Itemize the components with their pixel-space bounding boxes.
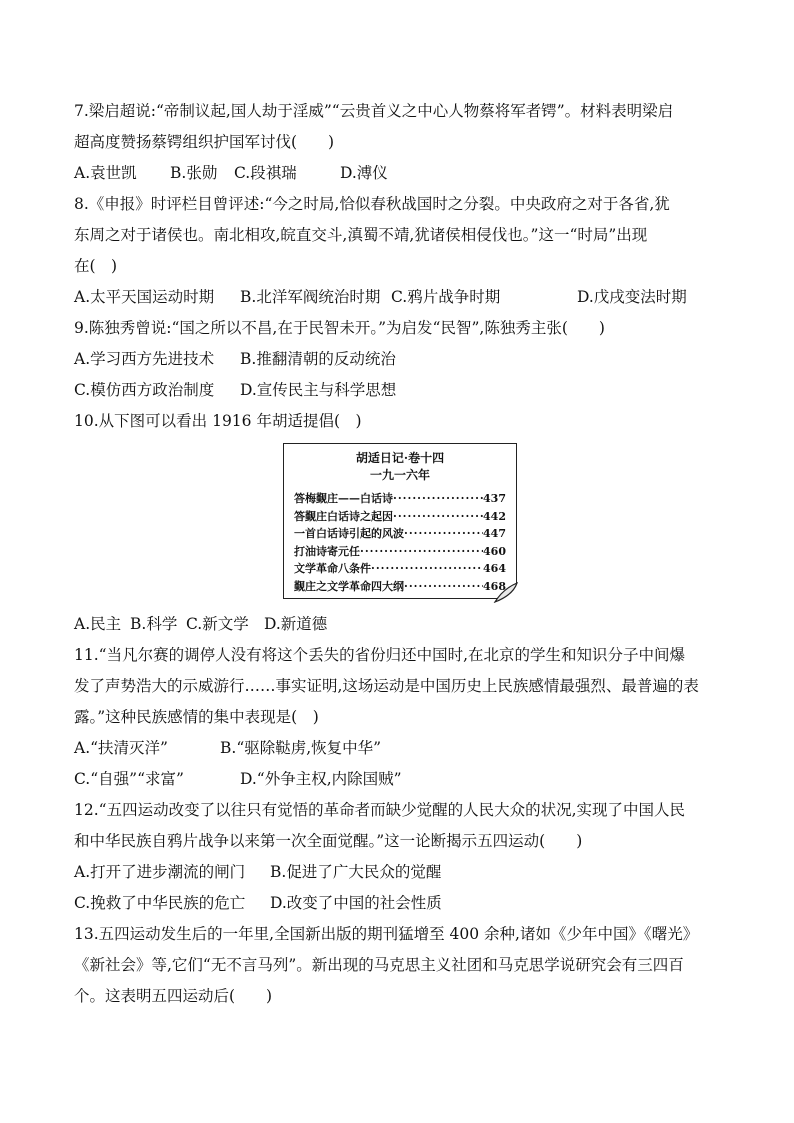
q11-option-c: C.“自强”“求富” [74, 770, 184, 788]
q8-stem-line2: 东周之对于诸侯也。南北相攻,皖直交斗,滇蜀不靖,犹诸侯相侵伐也。”这一“时局”出现 [74, 226, 648, 244]
q12-options-row1 [74, 857, 724, 888]
q10-options [74, 609, 724, 640]
q8-stem-line3: 在( ) [74, 257, 118, 275]
q9-option-c: C.模仿西方政治制度 [74, 381, 215, 399]
q11-option-d: D.“外争主权,内除国贼” [240, 770, 402, 788]
q9-option-b: B.推翻清朝的反动统治 [240, 350, 396, 368]
hu-shi-diary-figure [283, 443, 519, 603]
diary-entry: 一首白话诗引起的风波 ····· 447 [294, 525, 506, 543]
q10-option-a: A.民主 [74, 615, 122, 633]
q11-option-a: A.“扶清灭洋” [74, 739, 168, 757]
q8-stem-line1: 8.《申报》时评栏目曾评述:“今之时局,恰似春秋战国时之分裂。中央政府之对于各省,犹 [74, 195, 670, 213]
diary-entry: 答觐庄白话诗之起因 ····· 442 [294, 508, 506, 526]
q9-options-row2 [74, 375, 724, 406]
q8-option-b: B.北洋军阀统治时期 [240, 288, 381, 306]
q7-option-c: C.段祺瑞 [234, 164, 297, 182]
diary-year: 一九一六年 [369, 468, 430, 482]
diary-title: 胡适日记·卷十四 [355, 451, 445, 465]
q11-stem-line2: 发了声势浩大的示威游行……事实证明,这场运动是中国历史上民族感情最强烈、最普遍的表 [74, 677, 699, 695]
q7-option-d: D.溥仪 [340, 164, 388, 182]
page-curl-icon [493, 581, 519, 603]
diary-entry: 打油诗寄元任 ····· 460 [294, 543, 506, 561]
q10-option-b: B.科学 [130, 615, 178, 633]
q7-stem-line2: 超高度赞扬蔡锷组织护国军讨伐( ) [74, 133, 335, 151]
q7-option-a: A.袁世凯 [74, 164, 137, 182]
q9-option-a: A.学习西方先进技术 [74, 350, 215, 368]
diary-entry: 答梅觐庄——白话诗 ····· 437 [294, 490, 506, 508]
q7-option-b: B.张勋 [170, 164, 218, 182]
diary-entry: 觐庄之文学革命四大纲 ····· 468 [294, 578, 506, 596]
exam-page [74, 96, 724, 1012]
diary-contents-card [283, 443, 517, 599]
q10-option-c: C.新文学 [186, 615, 249, 633]
q12-stem-line1: 12.“五四运动改变了以往只有觉悟的革命者而缺少觉醒的人民大众的状况,实现了中国人民 [74, 801, 686, 819]
q8-option-c: C.鸦片战争时期 [391, 288, 501, 306]
q12-stem-line2: 和中华民族自鸦片战争以来第一次全面觉醒。”这一论断揭示五四运动( ) [74, 832, 583, 850]
q13-stem-line2: 《新社会》等,它们“无不言马列”。新出现的马克思主义社团和马克思学说研究会有三四百 [74, 956, 684, 974]
q7-options [74, 158, 724, 189]
q12-option-a: A.打开了进步潮流的闸门 [74, 863, 246, 881]
q7-stem-line1: 7.梁启超说:“帝制议起,国人劫于淫威”“云贵首义之中心人物蔡将军者锷”。材料表明梁启 [74, 102, 674, 120]
q9-options-row1 [74, 344, 724, 375]
q9-stem-line1: 9.陈独秀曾说:“国之所以不昌,在于民智未开。”为启发“民智”,陈独秀主张( ) [74, 319, 605, 337]
q12-option-b: B.促进了广大民众的觉醒 [270, 863, 442, 881]
q11-stem-line3: 露。”这种民族感情的集中表现是( ) [74, 708, 319, 726]
q8-option-a: A.太平天国运动时期 [74, 288, 215, 306]
q9-option-d: D.宣传民主与科学思想 [240, 381, 397, 399]
q12-options-row2 [74, 888, 724, 919]
q10-stem-line1: 10.从下图可以看出 1916 年胡适提倡( ) [74, 412, 362, 430]
q8-options [74, 282, 724, 313]
q10-option-d: D.新道德 [264, 615, 328, 633]
q8-option-d: D.戊戌变法时期 [577, 288, 687, 306]
q12-option-c: C.挽救了中华民族的危亡 [74, 894, 246, 912]
q13-stem-line3: 个。这表明五四运动后( ) [74, 987, 273, 1005]
q11-option-b: B.“驱除鞑虏,恢复中华” [220, 739, 382, 757]
q11-stem-line1: 11.“当凡尔赛的调停人没有将这个丢失的省份归还中国时,在北京的学生和知识分子中间爆 [74, 646, 686, 664]
diary-entry: 文学革命八条件 ····· 464 [294, 560, 506, 578]
q11-options-row1 [74, 733, 724, 764]
q13-stem-line1: 13.五四运动发生后的一年里,全国新出版的期刊猛增至 400 余种,诸如《少年中国》《曙光》 [74, 925, 699, 943]
q11-options-row2 [74, 764, 724, 795]
q12-option-d: D.改变了中国的社会性质 [270, 894, 442, 912]
